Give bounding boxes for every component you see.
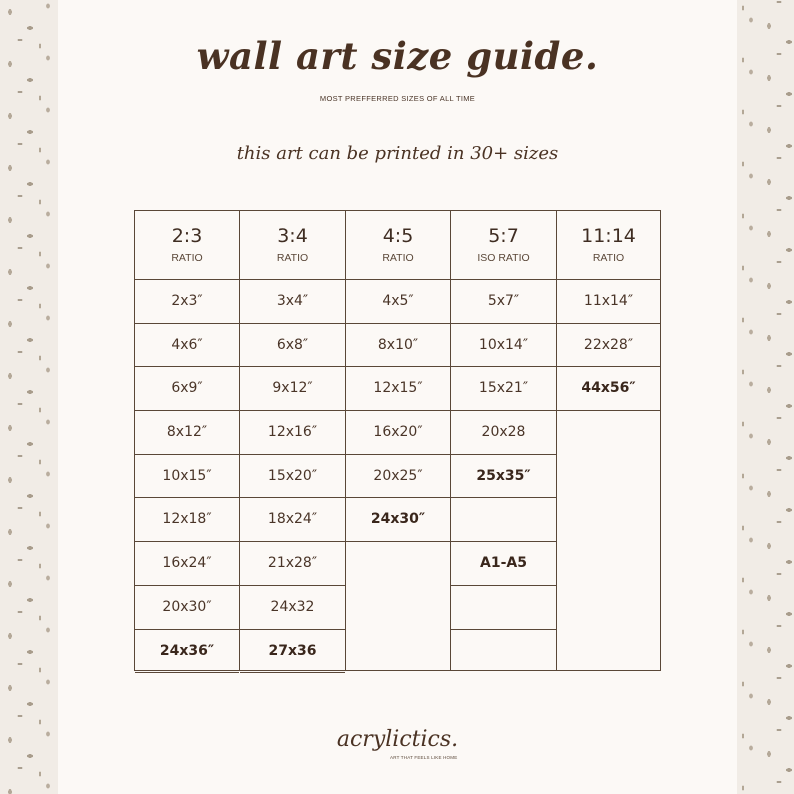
ratio-value: 2:3 [171, 225, 203, 247]
page-title: wall art size guide. [196, 34, 599, 78]
size-cell: 5x7″ [451, 280, 556, 324]
ratio-label: RATIO [592, 252, 625, 264]
size-cell: 25x35″ [451, 455, 556, 499]
brand-tagline: ART THAT FEELS LIKE HOME [390, 755, 458, 760]
size-table [134, 210, 661, 671]
ratio-column [240, 211, 346, 670]
ratio-value: 3:4 [277, 225, 308, 247]
size-cell: 9x12″ [240, 367, 345, 411]
print-sizes-tagline: this art can be printed in 30+ sizes [236, 143, 559, 164]
size-cell: 4x5″ [346, 280, 450, 324]
size-cell: 20x25″ [346, 455, 450, 499]
size-cell: 12x15″ [346, 367, 450, 411]
ratio-value: 5:7 [488, 225, 519, 247]
size-cell: 24x30″ [346, 498, 450, 542]
column-header [346, 211, 450, 280]
ratio-value: 11:14 [581, 225, 636, 247]
size-cell: A1-A5 [451, 542, 556, 586]
size-cell: 15x21″ [451, 367, 556, 411]
size-cell: 12x18″ [135, 498, 239, 542]
decorative-pattern-right [737, 0, 794, 794]
ratio-label: RATIO [171, 252, 203, 264]
size-cell: 24x36″ [135, 630, 239, 674]
size-cell: 15x20″ [240, 455, 345, 499]
ratio-value: 4:5 [382, 225, 414, 247]
ratio-label: ISO RATIO [477, 252, 530, 264]
size-cell: 20x30″ [135, 586, 239, 630]
ratio-label: RATIO [276, 252, 309, 264]
size-guide-card [58, 0, 737, 794]
size-cell [451, 586, 556, 630]
size-cell: 20x28 [451, 411, 556, 455]
ratio-column [451, 211, 557, 670]
size-cell: 10x15″ [135, 455, 239, 499]
size-cell: 16x20″ [346, 411, 450, 455]
size-cell [451, 498, 556, 542]
decorative-pattern-left [0, 0, 58, 794]
column-header [240, 211, 345, 280]
size-cell: 6x9″ [135, 367, 239, 411]
size-cell: 16x24″ [135, 542, 239, 586]
ratio-label: RATIO [382, 252, 414, 264]
size-cell: 24x32 [240, 586, 345, 630]
page-subtitle: MOST PREFFERRED SIZES OF ALL TIME [319, 94, 476, 103]
size-cell: 44x56″ [557, 367, 660, 411]
size-cell: 8x10″ [346, 324, 450, 368]
size-cell: 4x6″ [135, 324, 239, 368]
column-header [451, 211, 556, 280]
size-cell: 3x4″ [240, 280, 345, 324]
ratio-column [135, 211, 240, 670]
size-cell: 22x28″ [557, 324, 660, 368]
size-cell: 11x14″ [557, 280, 660, 324]
size-cell: 12x16″ [240, 411, 345, 455]
size-cell: 27x36 [240, 630, 345, 674]
size-cell: 6x8″ [240, 324, 345, 368]
size-cell: 18x24″ [240, 498, 345, 542]
ratio-column [346, 211, 451, 670]
brand-logo: acrylictics. [336, 727, 459, 752]
size-cell: 8x12″ [135, 411, 239, 455]
size-cell: 21x28″ [240, 542, 345, 586]
column-header [557, 211, 660, 280]
column-header [135, 211, 239, 280]
size-cell: 10x14″ [451, 324, 556, 368]
ratio-column [557, 211, 660, 670]
size-cell: 2x3″ [135, 280, 239, 324]
